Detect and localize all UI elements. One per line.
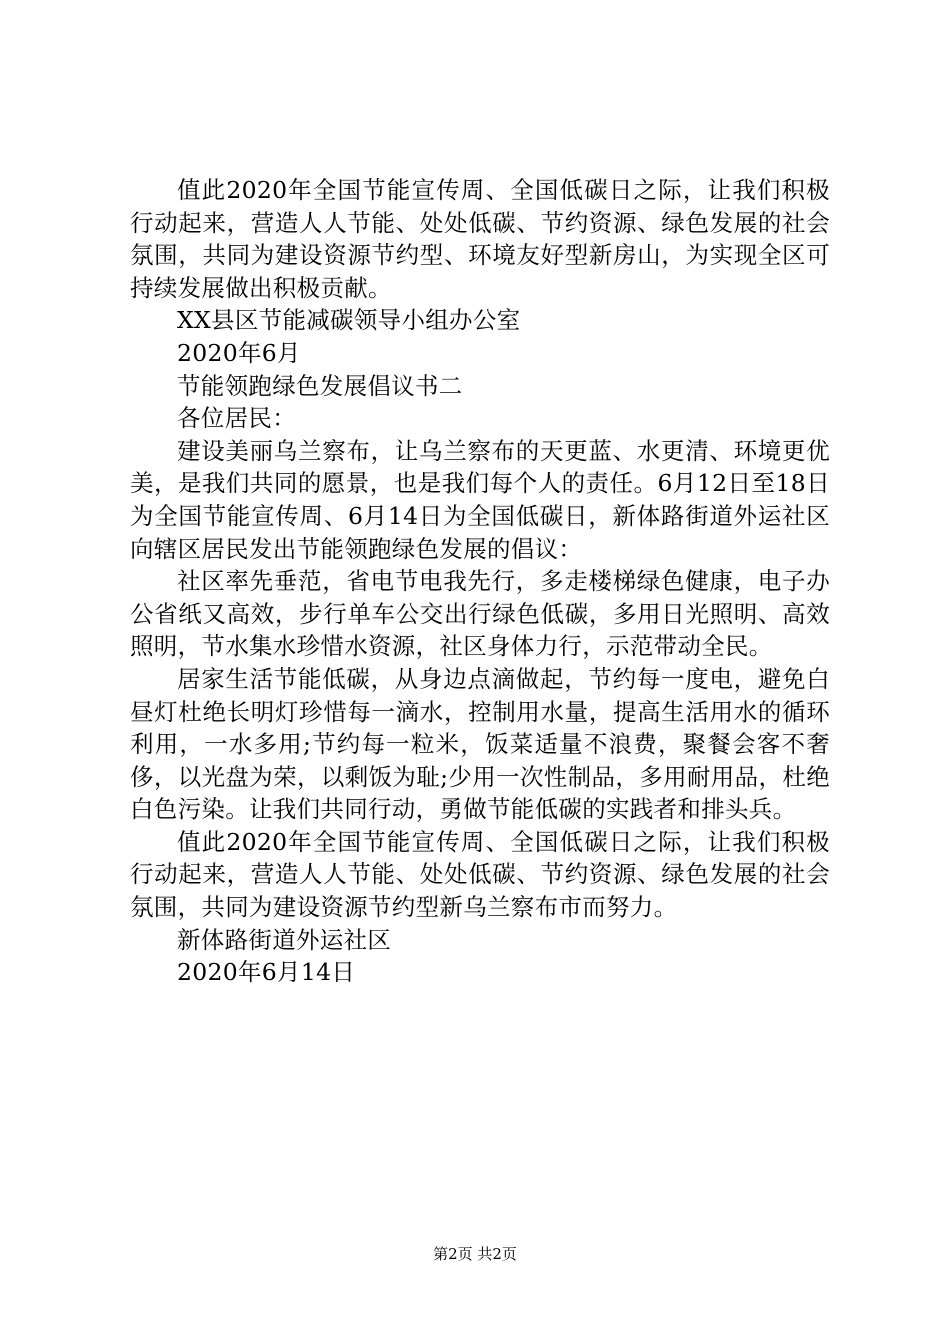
signature-date-2: 2020年6月14日: [177, 958, 356, 987]
signature-organization-1: XX县区节能减碳领导小组办公室: [177, 306, 521, 335]
paragraph-home-life: 居家生活节能低碳，从身边点滴做起，节约每一度电，避免白昼灯杜绝长明灯珍惜每一滴水，控制用水量，提高生活用水的循环利用，一水多用;节约每一粒米，饭菜适量不浪费，聚餐会客不奢侈，以光盘为荣，以剩饭为耻;少用一次性制品，多用耐用品，杜绝白色污染。让我们共同行动，勇做节能低碳的实践者和排头兵。: [130, 664, 830, 824]
document-body: [130, 174, 830, 989]
salutation: 各位居民：: [177, 404, 296, 433]
page-number-indicator: 第2页 共2页: [433, 1245, 517, 1263]
page-footer: [0, 1244, 950, 1264]
paragraph-introduction: 建设美丽乌兰察布，让乌兰察布的天更蓝、水更清、环境更优美，是我们共同的愿景，也是我们每个人的责任。6月12日至18日为全国节能宣传周、6月14日为全国低碳日，新体路街道外运社区向辖区居民发出节能领跑绿色发展的倡议：: [130, 436, 830, 563]
paragraph-closing-appeal-1: 值此2020年全国节能宣传周、全国低碳日之际，让我们积极行动起来，营造人人节能、处处低碳、节约资源、绿色发展的社会氛围，共同为建设资源节约型、环境友好型新房山，为实现全区可持续发展做出积极贡献。: [130, 176, 830, 302]
proposal-title-2: 节能领跑绿色发展倡议书二: [177, 371, 463, 400]
signature-date-1: 2020年6月: [177, 338, 301, 367]
signature-organization-2: 新体路街道外运社区: [177, 925, 392, 954]
paragraph-closing-appeal-2: 值此2020年全国节能宣传周、全国低碳日之际，让我们积极行动起来，营造人人节能、处处低碳、节约资源、绿色发展的社会氛围，共同为建设资源节约型新乌兰察布市而努力。: [130, 827, 830, 922]
paragraph-community-lead: 社区率先垂范，省电节电我先行，多走楼梯绿色健康，电子办公省纸又高效，步行单车公交出行绿色低碳，多用日光照明、高效照明，节水集水珍惜水资源，社区身体力行，示范带动全民。: [130, 567, 830, 661]
